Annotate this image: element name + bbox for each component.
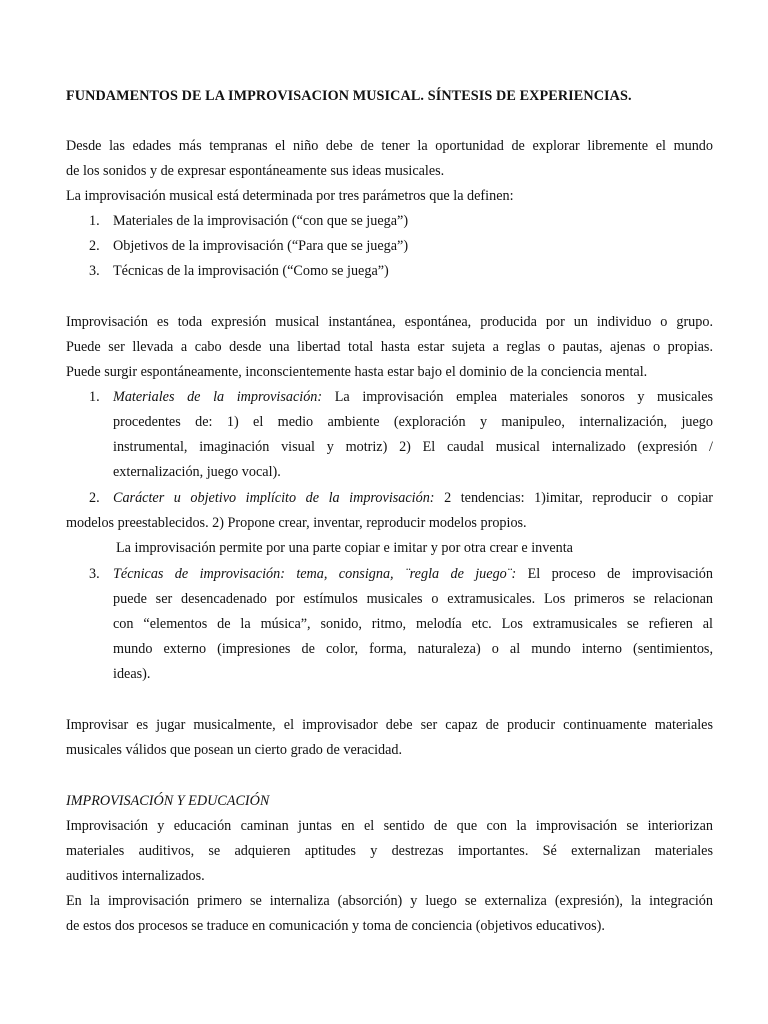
definition-line: Puede surgir espontáneamente, inconscientemente hasta estar bajo el dominio de la conciencia mental.	[66, 364, 648, 380]
document-title: FUNDAMENTOS DE LA IMPROVISACION MUSICAL. SÍNTESIS DE EXPERIENCIAS.	[66, 88, 632, 104]
list-item-line: ideas).	[113, 666, 151, 682]
list-item-line	[113, 562, 713, 587]
list-item	[89, 385, 714, 485]
intro-line: de los sonidos y de expresar espontáneamente sus ideas musicales.	[66, 163, 445, 179]
aspects-list-2	[89, 486, 714, 511]
item2-note: La improvisación permite por una parte copiar e imitar y por otra crear e inventa	[116, 540, 573, 556]
play-paragraph	[66, 713, 713, 763]
list-item-line: con “elementos de la música”, sonido, ritmo, melodía etc. Los extramusicales se refieren al	[113, 616, 713, 632]
intro-line: Desde las edades más tempranas el niño debe de tener la oportunidad de explorar libremente el mundo	[66, 138, 713, 154]
definition-line: Puede ser llevada a cabo desde una libertad total hasta estar sujeta a reglas o pautas, ajenas o propias.	[66, 339, 713, 355]
list-item-text: Materiales de la improvisación (“con que se juega”)	[113, 213, 409, 229]
list-item-line: mundo externo (impresiones de color, forma, naturaleza) o al mundo interno (sentimientos,	[113, 641, 713, 657]
list-item-line: procedentes de: 1) el medio ambiente (exploración y manipuleo, internalización, juego	[113, 414, 713, 430]
list-item	[89, 486, 714, 511]
play-line: Improvisar es jugar musicalmente, el improvisador debe ser capaz de producir continuamente materiales	[66, 717, 713, 733]
list-item	[89, 259, 408, 284]
definition-line: Improvisación es toda expresión musical instantánea, espontánea, producida por un individuo o grupo.	[66, 314, 713, 330]
aspects-list-3	[89, 562, 713, 687]
list-item-line: modelos preestablecidos. 2) Propone crear, inventar, reproducir modelos propios.	[66, 515, 527, 531]
education-line: auditivos internalizados.	[66, 868, 205, 884]
item-text: El proceso de improvisación	[527, 566, 713, 582]
list-number: 3.	[89, 263, 100, 279]
item-text: 2 tendencias: 1)imitar, reproducir o copiar	[444, 490, 714, 506]
education-line: En la improvisación primero se internaliza (absorción) y luego se externaliza (expresión), la integración	[66, 893, 713, 909]
item2-continuation	[66, 511, 713, 561]
list-item-line: puede ser desencadenado por estímulos musicales o extramusicales. Los primeros se relacionan	[113, 591, 713, 607]
education-line: materiales auditivos, se adquieren aptitudes y destrezas importantes. Sé externalizan materiales	[66, 843, 713, 859]
list-number: 2.	[89, 238, 100, 254]
list-item-line	[113, 486, 713, 511]
aspects-list	[89, 385, 714, 485]
list-item-text: Objetivos de la improvisación (“Para que se juega”)	[113, 238, 409, 254]
play-line: musicales válidos que posean un cierto grado de veracidad.	[66, 742, 403, 758]
list-item-line	[113, 385, 713, 410]
item-label: Carácter u objetivo implícito de la improvisación:	[113, 490, 435, 506]
item-label: Materiales de la improvisación:	[113, 389, 323, 405]
list-item-text: Técnicas de la improvisación (“Como se juega”)	[113, 263, 389, 279]
list-number: 2.	[89, 490, 100, 506]
list-number: 1.	[89, 389, 100, 405]
education-line: de estos dos procesos se traduce en comunicación y toma de conciencia (objetivos educativos).	[66, 918, 605, 934]
list-item-line: instrumental, imaginación visual y motriz) 2) El caudal musical internalizado (expresión /	[113, 439, 713, 455]
definition-paragraph	[66, 310, 713, 385]
list-item	[89, 562, 713, 687]
section-heading: IMPROVISACIÓN Y EDUCACIÓN	[66, 793, 270, 809]
education-line: Improvisación y educación caminan juntas en el sentido de que con la improvisación se interiorizan	[66, 818, 713, 834]
intro-line: La improvisación musical está determinada por tres parámetros que la definen:	[66, 188, 514, 204]
list-number: 1.	[89, 213, 100, 229]
item-label: Técnicas de improvisación: tema, consigna, ¨regla de juego¨:	[113, 566, 517, 582]
education-paragraph	[66, 814, 713, 939]
item-text: La improvisación emplea materiales sonoros y musicales	[334, 389, 714, 405]
list-item	[89, 234, 409, 259]
intro-paragraph	[66, 134, 713, 209]
list-item	[89, 209, 409, 234]
list-item-line: externalización, juego vocal).	[113, 464, 281, 480]
parameters-list	[89, 209, 409, 284]
list-number: 3.	[89, 566, 100, 582]
